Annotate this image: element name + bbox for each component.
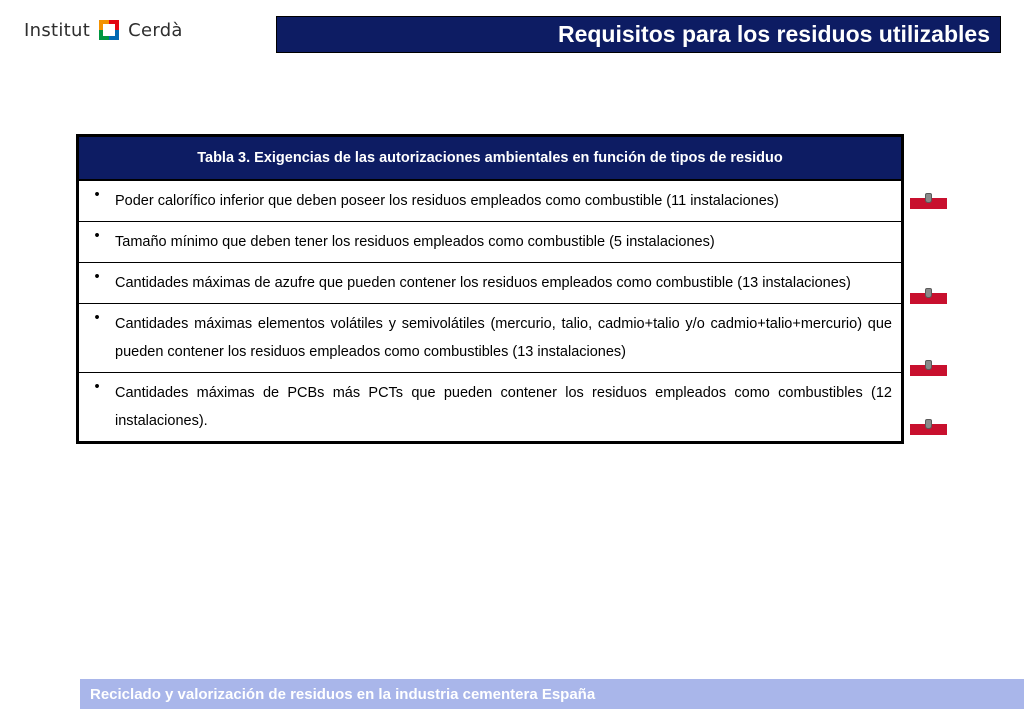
row-text: Tamaño mínimo que deben tener los residuos empleados como combustible (5 instalaciones) (115, 222, 903, 263)
title-bar (276, 16, 1001, 53)
bullet: • (78, 222, 116, 263)
institut-cerda-logo (24, 14, 183, 46)
cantabria-flag-icon (910, 360, 947, 376)
logo-mark-icon (96, 17, 122, 43)
table-row (78, 263, 903, 304)
table-header-row (78, 136, 903, 181)
row-text: Cantidades máximas de azufre que pueden contener los residuos empleados como combustible (13 instalaciones) (115, 263, 903, 304)
cantabria-flag-icon (910, 419, 947, 435)
row-text: Poder calorífico inferior que deben poseer los residuos empleados como combustible (11 instalaciones) (115, 180, 903, 222)
cantabria-flag-icon (910, 193, 947, 209)
table-row (78, 222, 903, 263)
cantabria-flag-icon (910, 288, 947, 304)
logo-left-text: Institut (24, 19, 91, 41)
table-row (78, 304, 903, 373)
footer-text: Reciclado y valorización de residuos en la industria cementera España (90, 685, 596, 703)
bullet: • (78, 373, 116, 443)
row-text: Cantidades máximas de PCBs más PCTs que pueden contener los residuos empleados como combustibles (12 instalaciones). (115, 373, 903, 443)
bullet: • (78, 304, 116, 373)
bullet: • (78, 263, 116, 304)
page-title: Requisitos para los residuos utilizables (557, 21, 990, 47)
footer-bar (80, 679, 1024, 709)
row-text: Cantidades máximas elementos volátiles y semivolátiles (mercurio, talio, cadmio+talio y/o cadmio+talio+mercurio) que pueden contener los residuos empleados como combustibles (13 instalaciones) (115, 304, 903, 373)
table-row (78, 180, 903, 222)
bullet: • (78, 180, 116, 222)
requirements-table (76, 134, 904, 444)
table-caption: Tabla 3. Exigencias de las autorizaciones ambientales en función de tipos de residuo (78, 136, 903, 181)
logo-right-text: Cerdà (128, 19, 183, 41)
table-row (78, 373, 903, 443)
